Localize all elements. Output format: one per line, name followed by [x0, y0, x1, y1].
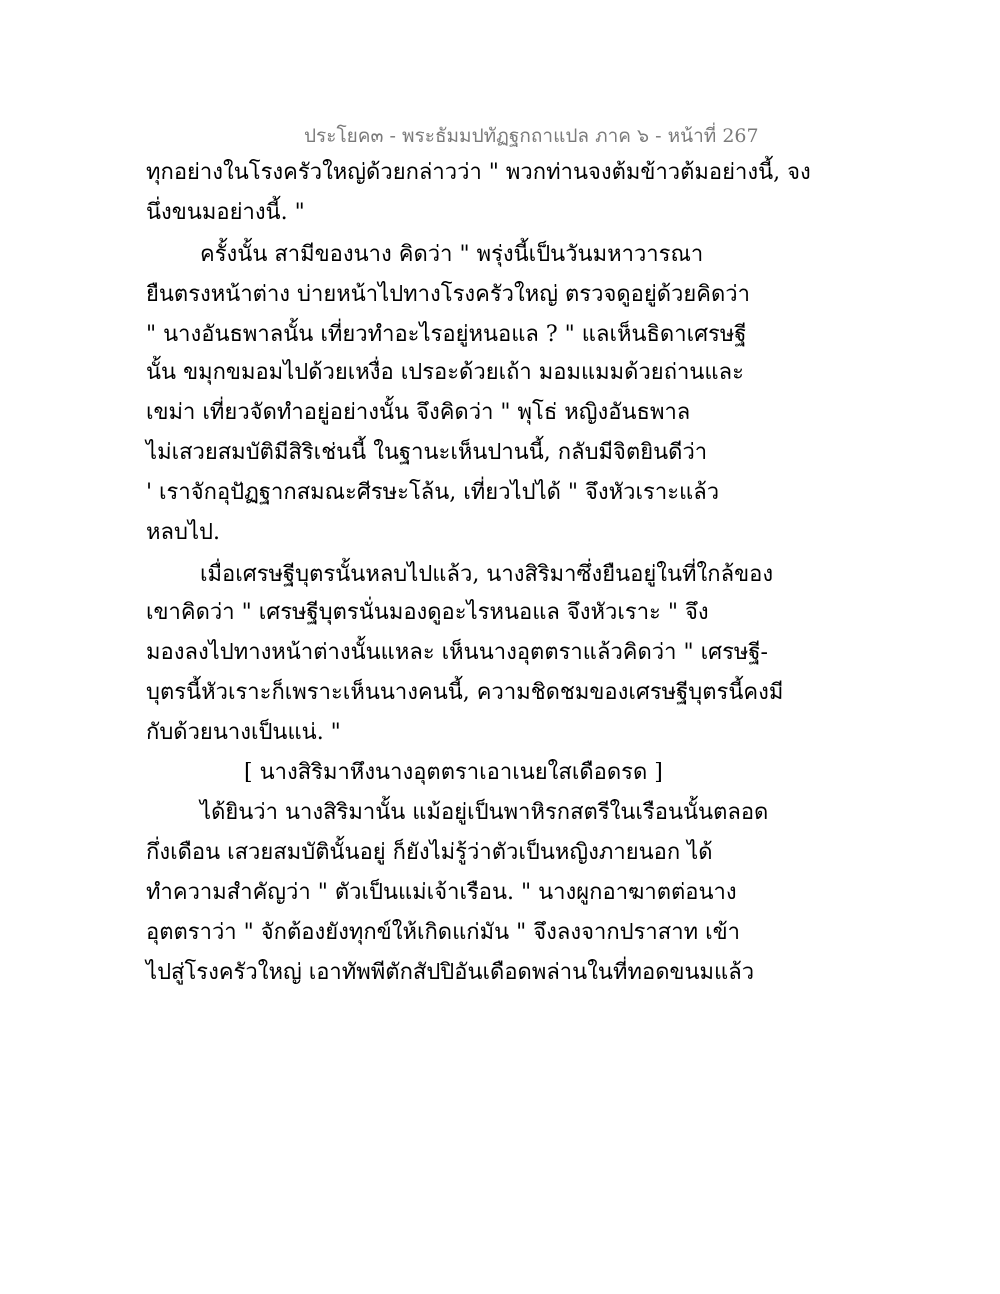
text-line: ครั้งนั้น สามีของนาง คิดว่า " พรุ่งนี้เป็นวันมหาวารณา [200, 242, 704, 267]
text-line: อุตตราว่า " จักต้องยังทุกข์ให้เกิดแก่มัน " จึงลงจากปราสาท เข้า [146, 920, 740, 945]
text-line: เขม่า เที่ยวจัดทำอยู่อย่างนั้น จึงคิดว่า " พุโธ่ หญิงอันธพาล [146, 400, 691, 425]
text-line: นึ่งขนมอย่างนี้. " [146, 200, 305, 225]
text-line: ไม่เสวยสมบัติมีสิริเช่นนี้ ในฐานะเห็นปานนี้, กลับมีจิตยินดีว่า [146, 440, 708, 465]
section-heading: [ นางสิริมาหึงนางอุตตราเอาเนยใสเดือดรด ] [244, 760, 663, 785]
text-line: หลบไป. [146, 520, 220, 545]
text-line: ยืนตรงหน้าต่าง บ่ายหน้าไปทางโรงครัวใหญ่ ตรวจดูอยู่ด้วยคิดว่า [146, 282, 751, 307]
text-line: ' เราจักอุปัฏฐากสมณะศีรษะโล้น, เที่ยวไปได้ " จึงหัวเราะแล้ว [146, 480, 720, 505]
running-header: ประโยค๓ - พระธัมมปทัฏฐกถาแปล ภาค ๖ - หน้าที่ 267 [304, 125, 759, 147]
text-line: กึ่งเดือน เสวยสมบัตินั้นอยู่ ก็ยังไม่รู้ว่าตัวเป็นหญิงภายนอก ได้ [146, 840, 713, 865]
text-line: ทำความสำคัญว่า " ตัวเป็นแม่เจ้าเรือน. " นางผูกอาฆาตต่อนาง [146, 880, 737, 905]
text-line: เขาคิดว่า " เศรษฐีบุตรนั่นมองดูอะไรหนอแล จึงหัวเราะ " จึง [146, 600, 709, 625]
text-line: เมื่อเศรษฐีบุตรนั้นหลบไปแล้ว, นางสิริมาซึ่งยืนอยู่ในที่ใกล้ของ [200, 562, 774, 587]
text-line: " นางอันธพาลนั้น เที่ยวทำอะไรอยู่หนอแล ? " แลเห็นธิดาเศรษฐี [146, 322, 747, 347]
text-line: นั้น ขมุกขมอมไปด้วยเหงื่อ เปรอะด้วยเถ้า มอมแมมด้วยถ่านและ [146, 360, 744, 385]
text-line: ไปสู่โรงครัวใหญ่ เอาทัพพีตักสัปปิอันเดือดพล่านในที่ทอดขนมแล้ว [146, 960, 755, 985]
text-line: ทุกอย่างในโรงครัวใหญ่ด้วยกล่าวว่า " พวกท่านจงต้มข้าวต้มอย่างนี้, จง [146, 160, 811, 185]
text-line: ได้ยินว่า นางสิริมานั้น แม้อยู่เป็นพาหิรกสตรีในเรือนนั้นตลอด [200, 800, 769, 825]
text-line: บุตรนี้หัวเราะก็เพราะเห็นนางคนนี้, ความชิดชมของเศรษฐีบุตรนี้คงมี [146, 680, 784, 705]
text-line: มองลงไปทางหน้าต่างนั้นแหละ เห็นนางอุตตราแล้วคิดว่า " เศรษฐี- [146, 640, 768, 665]
text-line: กับด้วยนางเป็นแน่. " [146, 720, 341, 745]
